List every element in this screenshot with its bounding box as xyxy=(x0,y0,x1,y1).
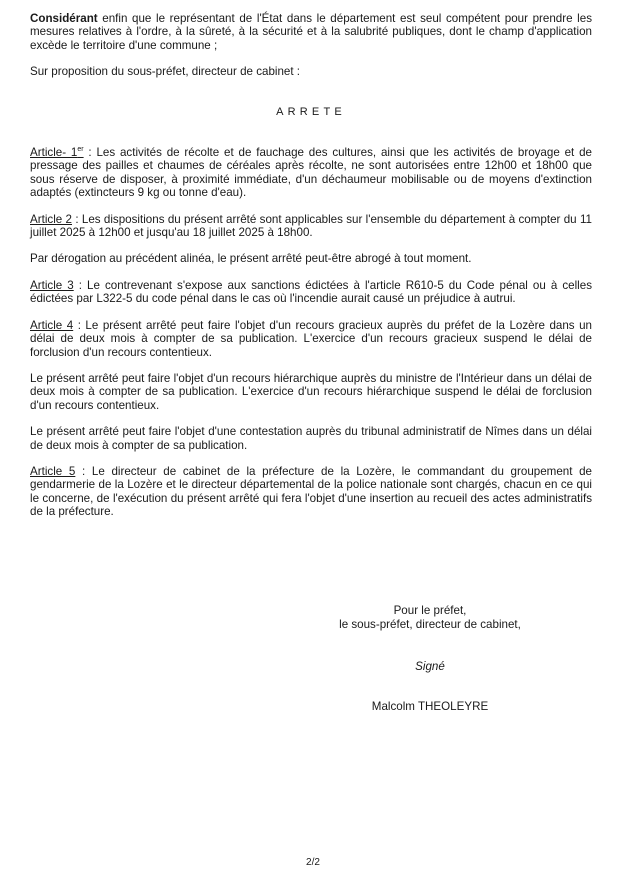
contestation-paragraph: Le présent arrêté peut faire l'objet d'une contestation auprès du tribunal administratif de Nîmes dans un délai de deux mois à compter de sa publication. xyxy=(30,425,592,452)
article-1-label: Article- 1er xyxy=(30,146,84,160)
signature-line-1: Pour le préfet, xyxy=(393,604,467,617)
article-2-label: Article 2 xyxy=(30,212,72,226)
article-1 xyxy=(30,146,592,200)
signatory-name: Malcolm THEOLEYRE xyxy=(371,700,489,713)
article-5-label: Article 5 xyxy=(30,464,76,478)
proposition-paragraph: Sur proposition du sous-préfet, directeur de cabinet : xyxy=(30,65,301,79)
signature-signed: Signé xyxy=(415,660,445,673)
article-5 xyxy=(30,465,592,519)
derogation-paragraph: Par dérogation au précédent alinéa, le présent arrêté peut-être abrogé à tout moment. xyxy=(30,252,472,266)
article-3-label: Article 3 xyxy=(30,278,74,292)
article-4 xyxy=(30,319,592,359)
signature-line-2: le sous-préfet, directeur de cabinet, xyxy=(339,618,521,631)
article-2 xyxy=(30,213,592,240)
considerant-bold: Considérant xyxy=(30,12,98,25)
article-4-label: Article 4 xyxy=(30,318,74,332)
article-1-text: : Les activités de récolte et de fauchage des cultures, ainsi que les activités de broyage et de pressage des pailles et chaumes de céréales après récolte, ne sont autorisées entre 12h00 et 18h00 que sous réserve de disposer, à proximité immédiate, d'un déchaumeur mobilisable ou de moyens d'extinction adaptés (extincteurs 9 kg ou tonne d'eau). xyxy=(30,146,592,200)
article-3 xyxy=(30,279,592,306)
recours-hierarchique-paragraph: Le présent arrêté peut faire l'objet d'un recours hiérarchique auprès du ministre de l'Intérieur dans un délai de deux mois à compter de sa publication. L'exercice d'un recours hiérarchique suspend le délai de forclusion d'un recours contentieux. xyxy=(30,371,592,412)
decree-title: ARRETE xyxy=(276,105,346,118)
article-1-sup: er xyxy=(77,146,84,154)
considerant-text: enfin que le représentant de l'État dans le département est seul compétent pour prendre les mesures relatives à l'ordre, à la sûreté, à la sécurité et à la salubrité publiques, dont le champ d'application excède le territoire d'une commune ; xyxy=(30,12,592,52)
considerant-paragraph xyxy=(30,12,592,52)
article-2-text: : Les dispositions du présent arrêté sont applicables sur l'ensemble du département à compter du 11 juillet 2025 à 12h00 et jusqu'au 18 juillet 2025 à 18h00. xyxy=(30,212,592,240)
document-body xyxy=(30,12,592,519)
article-4-text: : Le présent arrêté peut faire l'objet d'un recours gracieux auprès du préfet de la Lozère dans un délai de deux mois à compter de sa publication. L'exercice d'un recours gracieux suspend le délai de forclusion d'un recours contentieux. xyxy=(30,318,592,359)
article-5-text: : Le directeur de cabinet de la préfecture de la Lozère, le commandant du groupement de gendarmerie de la Lozère et le directeur départemental de la police nationale sont chargés, chacun en ce qui le concerne, de l'exécution du présent arrêté qui fera l'objet d'une insertion au recueil des actes administratifs de la préfecture. xyxy=(30,464,592,519)
page-number: 2/2 xyxy=(306,857,320,868)
article-3-text: : Le contrevenant s'expose aux sanctions édictées à l'article R610-5 du Code pénal ou à celles édictées par L322-5 du code pénal dans le cas où l'incendie aurait causé un préjudice à autrui. xyxy=(30,278,592,306)
